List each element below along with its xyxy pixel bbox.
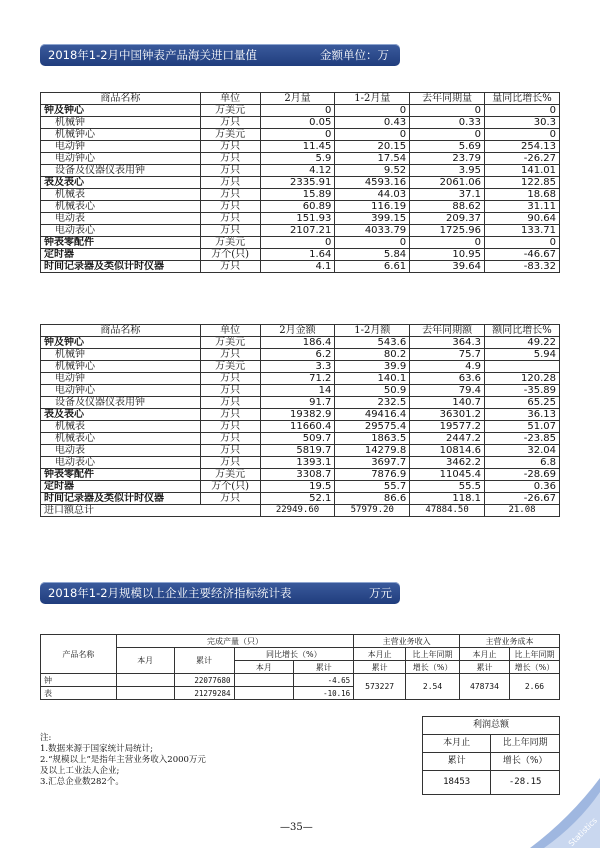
- product-name: 电动表: [41, 445, 201, 457]
- value-cell: 1725.96: [410, 225, 485, 237]
- product-name: 表及表心: [41, 409, 201, 421]
- value-cell: 0: [335, 129, 410, 141]
- table-row: [41, 421, 560, 433]
- unit-cell: 万美元: [200, 337, 260, 349]
- value-cell: -83.32: [485, 261, 560, 273]
- value-cell: 5.84: [335, 249, 410, 261]
- col-header: 额同比增长%: [485, 325, 560, 337]
- value-cell: 4593.16: [335, 177, 410, 189]
- output-month: [116, 687, 174, 700]
- value-cell: 5.94: [485, 349, 560, 361]
- table-row: [41, 117, 560, 129]
- note-line: 2.“规模以上”是指年主营业务收入2000万元: [40, 755, 206, 765]
- product-name: 表: [41, 687, 117, 700]
- total-row: [41, 505, 560, 517]
- value-cell: -23.85: [485, 433, 560, 445]
- unit-cell: 万美元: [200, 361, 260, 373]
- product-name: 定时器: [41, 481, 201, 493]
- value-cell: 543.6: [335, 337, 410, 349]
- unit-cell: 万只: [200, 445, 260, 457]
- unit-cell: 万个(只): [200, 481, 260, 493]
- table-row: [41, 469, 560, 481]
- value-cell: 0: [485, 105, 560, 117]
- table-row: [41, 249, 560, 261]
- product-name: 机械表: [41, 421, 201, 433]
- unit-cell: 万美元: [200, 469, 260, 481]
- value-cell: 10.95: [410, 249, 485, 261]
- col-header-yoy-cum: 累计: [294, 661, 354, 674]
- output-cum: 21279284: [174, 687, 234, 700]
- value-cell: 0: [410, 129, 485, 141]
- table-row: [41, 237, 560, 249]
- value-cell: 65.25: [485, 397, 560, 409]
- unit-cell: 万只: [200, 165, 260, 177]
- unit-cell: 万只: [200, 117, 260, 129]
- product-name: 设备及仪器仪表用钟: [41, 165, 201, 177]
- value-cell: 4033.79: [335, 225, 410, 237]
- value-cell: 141.01: [485, 165, 560, 177]
- value-cell: 4.9: [410, 361, 485, 373]
- table-row: [41, 129, 560, 141]
- product-name: 电动钟: [41, 373, 201, 385]
- table-row: [41, 481, 560, 493]
- value-cell: 14279.8: [335, 445, 410, 457]
- col-header: 1-2月量: [335, 93, 410, 105]
- value-cell: -26.67: [485, 493, 560, 505]
- product-name: 电动钟心: [41, 385, 201, 397]
- enterprise-indicators-table: [40, 634, 560, 700]
- value-cell: 36301.2: [410, 409, 485, 421]
- value-cell: 1.64: [260, 249, 335, 261]
- col-header: 单位: [200, 325, 260, 337]
- product-name: 电动表心: [41, 225, 201, 237]
- value-cell: 17.54: [335, 153, 410, 165]
- table-row: [41, 373, 560, 385]
- table-row: [41, 397, 560, 409]
- col-header-cost-growth: 增长（%）: [509, 661, 559, 674]
- value-cell: 3462.2: [410, 457, 485, 469]
- revenue-growth: 2.54: [406, 674, 460, 700]
- value-cell: 0: [260, 129, 335, 141]
- product-name: 机械钟: [41, 117, 201, 129]
- table-header-row: [41, 93, 560, 105]
- value-cell: 3308.7: [260, 469, 335, 481]
- table-row: [41, 213, 560, 225]
- profit-h-cmp: 比上年同期: [491, 735, 560, 753]
- value-cell: 2061.06: [410, 177, 485, 189]
- value-cell: 2335.91: [260, 177, 335, 189]
- table-row: [41, 433, 560, 445]
- value-cell: 0: [260, 237, 335, 249]
- section2-banner: [40, 582, 400, 604]
- product-name: 机械表心: [41, 201, 201, 213]
- value-cell: 5819.7: [260, 445, 335, 457]
- table-row: [41, 361, 560, 373]
- col-header-cum: 累计: [174, 648, 234, 674]
- unit-cell: 万只: [200, 421, 260, 433]
- product-name: 机械表心: [41, 433, 201, 445]
- col-header-revenue: 主营业务收入: [354, 635, 460, 648]
- output-month: [116, 674, 174, 687]
- value-cell: 80.2: [335, 349, 410, 361]
- value-cell: 30.3: [485, 117, 560, 129]
- col-header: 去年同期额: [410, 325, 485, 337]
- value-cell: 50.9: [335, 385, 410, 397]
- yoy-cum: -4.65: [294, 674, 354, 687]
- value-cell: 0: [335, 105, 410, 117]
- unit-cell: 万美元: [200, 129, 260, 141]
- col-header-month: 本月: [116, 648, 174, 674]
- value-cell: 20.15: [335, 141, 410, 153]
- unit-cell: 万只: [200, 141, 260, 153]
- col-header-cost: 主营业务成本: [460, 635, 560, 648]
- value-cell: 90.64: [485, 213, 560, 225]
- value-cell: 55.5: [410, 481, 485, 493]
- value-cell: 4.1: [260, 261, 335, 273]
- value-cell: 254.13: [485, 141, 560, 153]
- note-line: 3.汇总企业数282个。: [40, 777, 124, 787]
- value-cell: 4.12: [260, 165, 335, 177]
- unit-cell: 万只: [200, 261, 260, 273]
- table-row: [41, 457, 560, 469]
- product-name: 设备及仪器仪表用钟: [41, 397, 201, 409]
- value-cell: 0.05: [260, 117, 335, 129]
- col-header-yoy: 同比增长（%）: [234, 648, 354, 661]
- value-cell: 151.93: [260, 213, 335, 225]
- value-cell: 11.45: [260, 141, 335, 153]
- value-cell: 6.61: [335, 261, 410, 273]
- product-name: 机械钟心: [41, 361, 201, 373]
- product-name: 机械钟: [41, 349, 201, 361]
- product-name: 时间记录器及类似计时仪器: [41, 493, 201, 505]
- product-name: 电动钟心: [41, 153, 201, 165]
- section1-unit: 金额单位：万美元: [320, 48, 389, 84]
- value-cell: 0: [335, 237, 410, 249]
- value-cell: 2107.21: [260, 225, 335, 237]
- unit-cell: 万只: [200, 153, 260, 165]
- note-line: 注:: [40, 733, 52, 743]
- value-cell: 15.89: [260, 189, 335, 201]
- product-name: 钟及钟心: [41, 105, 201, 117]
- total-value: 21.08: [485, 505, 560, 517]
- table-row: [41, 105, 560, 117]
- product-name: 钟表零配件: [41, 237, 201, 249]
- value-cell: 71.2: [260, 373, 335, 385]
- value-cell: 39.9: [335, 361, 410, 373]
- corner-decoration: [530, 778, 600, 848]
- total-value: 57979.20: [335, 505, 410, 517]
- section1-banner: [40, 44, 400, 84]
- note-line: 1.数据来源于国家统计局统计;: [40, 744, 153, 754]
- col-header: 2月量: [260, 93, 335, 105]
- unit-cell: 万只: [200, 493, 260, 505]
- value-cell: 0: [485, 237, 560, 249]
- value-cell: 3.95: [410, 165, 485, 177]
- value-cell: 0.33: [410, 117, 485, 129]
- section1-title: 2018年1-2月中国钟表产品海关进口量值: [48, 48, 258, 62]
- unit-cell: 万只: [200, 201, 260, 213]
- value-cell: 49416.4: [335, 409, 410, 421]
- col-header: 商品名称: [41, 93, 201, 105]
- profit-growth: -28.15: [491, 771, 560, 795]
- value-cell: 6.2: [260, 349, 335, 361]
- total-value: 47884.50: [410, 505, 485, 517]
- value-cell: 5.69: [410, 141, 485, 153]
- value-cell: 186.4: [260, 337, 335, 349]
- value-cell: 60.89: [260, 201, 335, 213]
- value-cell: 1393.1: [260, 457, 335, 469]
- value-cell: 3.3: [260, 361, 335, 373]
- value-cell: 31.11: [485, 201, 560, 213]
- profit-cum: 18453: [423, 771, 491, 795]
- value-cell: 133.71: [485, 225, 560, 237]
- value-cell: 44.03: [335, 189, 410, 201]
- product-name: 定时器: [41, 249, 201, 261]
- col-header: 2月金额: [260, 325, 335, 337]
- unit-cell: 万只: [200, 349, 260, 361]
- value-cell: 39.64: [410, 261, 485, 273]
- value-cell: 86.6: [335, 493, 410, 505]
- import-amount-table: [40, 324, 560, 517]
- value-cell: 19382.9: [260, 409, 335, 421]
- col-header-product: 产品名称: [41, 635, 117, 674]
- unit-cell: 万只: [200, 433, 260, 445]
- value-cell: 118.1: [410, 493, 485, 505]
- value-cell: 37.1: [410, 189, 485, 201]
- unit-cell: 万只: [200, 189, 260, 201]
- value-cell: [485, 361, 560, 373]
- cost-growth: 2.66: [509, 674, 559, 700]
- table-row: [41, 189, 560, 201]
- unit-cell: 万美元: [200, 105, 260, 117]
- table-row: [41, 225, 560, 237]
- value-cell: 7876.9: [335, 469, 410, 481]
- value-cell: 2447.2: [410, 433, 485, 445]
- value-cell: -28.69: [485, 469, 560, 481]
- col-header: 量同比增长%: [485, 93, 560, 105]
- total-value: 22949.60: [260, 505, 335, 517]
- value-cell: 122.85: [485, 177, 560, 189]
- col-header-output: 完成产量（只）: [116, 635, 353, 648]
- corner-label: Statistics: [566, 815, 600, 848]
- value-cell: 51.07: [485, 421, 560, 433]
- value-cell: 36.13: [485, 409, 560, 421]
- output-cum: 22077680: [174, 674, 234, 687]
- col-header-cost-cmp: 比上年同期: [509, 648, 559, 661]
- unit-cell: 万只: [200, 385, 260, 397]
- product-name: 时间记录器及类似计时仪器: [41, 261, 201, 273]
- value-cell: 140.7: [410, 397, 485, 409]
- yoy-month: [234, 687, 294, 700]
- table-row: [41, 261, 560, 273]
- total-label: 进口额总计: [41, 505, 261, 517]
- value-cell: 52.1: [260, 493, 335, 505]
- profit-h-cur: 本月止: [423, 735, 491, 753]
- yoy-cum: -10.16: [294, 687, 354, 700]
- table-row: [41, 153, 560, 165]
- unit-cell: 万只: [200, 373, 260, 385]
- value-cell: 14: [260, 385, 335, 397]
- col-header-rev-cur: 本月止: [354, 648, 406, 661]
- col-header-rev-cum: 累计: [354, 661, 406, 674]
- product-name: 钟及钟心: [41, 337, 201, 349]
- value-cell: 32.04: [485, 445, 560, 457]
- unit-cell: 万个(只): [200, 249, 260, 261]
- table-row: [41, 165, 560, 177]
- product-name: 电动表: [41, 213, 201, 225]
- product-name: 表及表心: [41, 177, 201, 189]
- value-cell: 120.28: [485, 373, 560, 385]
- col-header-cost-cur: 本月止: [460, 648, 510, 661]
- table-row: [41, 141, 560, 153]
- value-cell: 29575.4: [335, 421, 410, 433]
- unit-cell: 万美元: [200, 237, 260, 249]
- profit-h-cum: 累计: [423, 753, 491, 771]
- value-cell: 140.1: [335, 373, 410, 385]
- yoy-month: [234, 674, 294, 687]
- value-cell: 0: [485, 129, 560, 141]
- value-cell: 0.36: [485, 481, 560, 493]
- value-cell: 19577.2: [410, 421, 485, 433]
- value-cell: 19.5: [260, 481, 335, 493]
- value-cell: 0: [410, 105, 485, 117]
- cost-cum: 478734: [460, 674, 510, 700]
- value-cell: 11045.4: [410, 469, 485, 481]
- value-cell: 116.19: [335, 201, 410, 213]
- value-cell: 509.7: [260, 433, 335, 445]
- product-name: 钟表零配件: [41, 469, 201, 481]
- col-header: 1-2月额: [335, 325, 410, 337]
- page-number: —35—: [280, 822, 313, 833]
- col-header-rev-cmp: 比上年同期: [406, 648, 460, 661]
- unit-cell: 万只: [200, 177, 260, 189]
- value-cell: 399.15: [335, 213, 410, 225]
- unit-cell: 万只: [200, 225, 260, 237]
- unit-cell: 万只: [200, 409, 260, 421]
- value-cell: 63.6: [410, 373, 485, 385]
- section2-unit: 万元: [369, 586, 392, 600]
- product-name: 机械钟心: [41, 129, 201, 141]
- unit-cell: 万只: [200, 213, 260, 225]
- import-quantity-table: [40, 92, 560, 273]
- value-cell: 6.8: [485, 457, 560, 469]
- profit-title: 利润总额: [423, 717, 560, 735]
- table-row: [41, 445, 560, 457]
- unit-cell: 万只: [200, 457, 260, 469]
- value-cell: 18.68: [485, 189, 560, 201]
- col-header: 去年同期量: [410, 93, 485, 105]
- value-cell: 0.43: [335, 117, 410, 129]
- table-row: [41, 493, 560, 505]
- table-row: [41, 337, 560, 349]
- product-name: 机械表: [41, 189, 201, 201]
- value-cell: 10814.6: [410, 445, 485, 457]
- value-cell: 5.9: [260, 153, 335, 165]
- table-row: [41, 409, 560, 421]
- value-cell: 1863.5: [335, 433, 410, 445]
- col-header: 单位: [200, 93, 260, 105]
- value-cell: 91.7: [260, 397, 335, 409]
- value-cell: 79.4: [410, 385, 485, 397]
- value-cell: 364.3: [410, 337, 485, 349]
- table-row: [41, 385, 560, 397]
- value-cell: 75.7: [410, 349, 485, 361]
- section2-title: 2018年1-2月规模以上企业主要经济指标统计表: [48, 586, 292, 600]
- value-cell: 11660.4: [260, 421, 335, 433]
- value-cell: 88.62: [410, 201, 485, 213]
- product-name: 钟: [41, 674, 117, 687]
- value-cell: 3697.7: [335, 457, 410, 469]
- value-cell: 49.22: [485, 337, 560, 349]
- product-name: 电动表心: [41, 457, 201, 469]
- table-header-row: [41, 325, 560, 337]
- col-header: 商品名称: [41, 325, 201, 337]
- table-row: [41, 177, 560, 189]
- unit-cell: 万只: [200, 397, 260, 409]
- col-header-rev-growth: 增长（%）: [406, 661, 460, 674]
- value-cell: 55.7: [335, 481, 410, 493]
- note-line: 及以上工业法人企业;: [40, 766, 120, 776]
- notes: [40, 733, 206, 788]
- revenue-cum: 573227: [354, 674, 406, 700]
- value-cell: 0: [260, 105, 335, 117]
- value-cell: -46.67: [485, 249, 560, 261]
- profit-h-growth: 增长（%）: [491, 753, 560, 771]
- table-row: [41, 201, 560, 213]
- value-cell: 209.37: [410, 213, 485, 225]
- product-name: 电动钟: [41, 141, 201, 153]
- value-cell: -35.89: [485, 385, 560, 397]
- value-cell: 0: [410, 237, 485, 249]
- col-header-yoy-month: 本月: [234, 661, 294, 674]
- table-row: [41, 349, 560, 361]
- table-row: [41, 674, 560, 687]
- value-cell: -26.27: [485, 153, 560, 165]
- value-cell: 9.52: [335, 165, 410, 177]
- value-cell: 23.79: [410, 153, 485, 165]
- col-header-cost-cum: 累计: [460, 661, 510, 674]
- value-cell: 232.5: [335, 397, 410, 409]
